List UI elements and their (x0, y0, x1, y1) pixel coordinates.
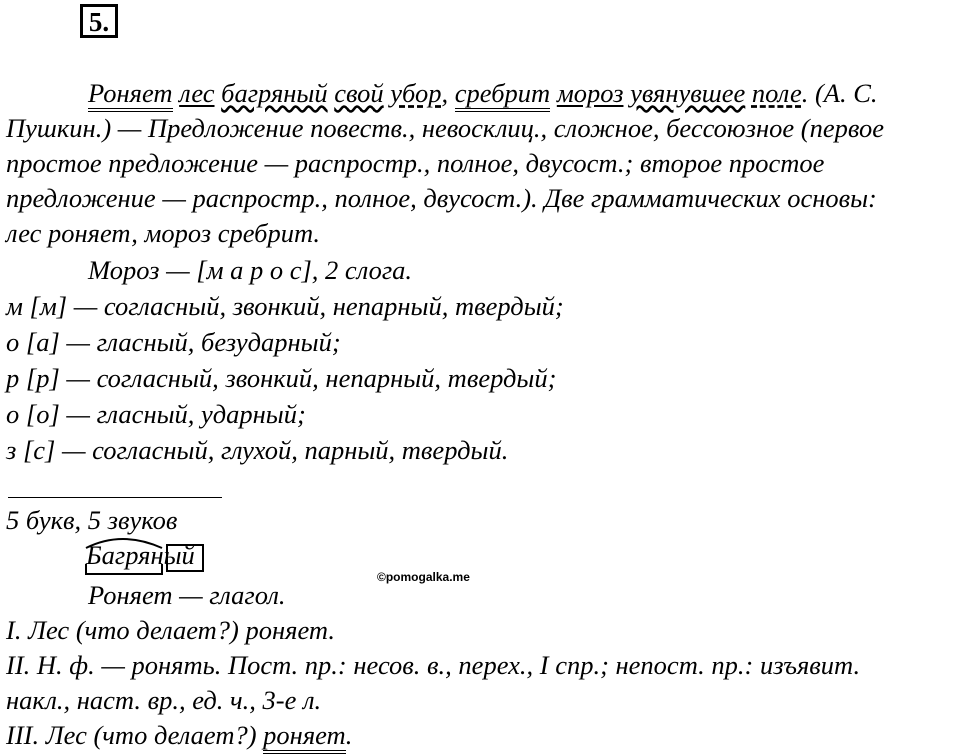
text-line: II. Н. ф. — ронять. Пост. пр.: несов. в., перех., I спр.; непост. пр.: изъявит. (6, 650, 861, 680)
phonetic-line: о [а] — гласный, безударный; (6, 327, 341, 357)
text-line: Роняет — глагол. (88, 580, 286, 610)
subject-word: лес (179, 78, 215, 108)
text-line: простое предложение — распростр., полное, двусост.; второе простое (6, 148, 825, 178)
text-line: лес роняет, мороз сребрит. (6, 218, 321, 248)
author-attribution: (А. С. (808, 78, 878, 108)
text-line: Пушкин.) — Предложение повеств., невосклиц., сложное, бессоюзное (первое (6, 113, 884, 143)
letter-count-line: 5 букв, 5 звуков (6, 505, 178, 535)
predicate-word: Роняет (88, 80, 173, 112)
predicate-word: сребрит (455, 80, 550, 112)
morpheme-analysis (84, 534, 193, 574)
text-line: I. Лес (что делает?) роняет. (6, 615, 335, 645)
sentence-line (88, 76, 878, 112)
text-line (6, 718, 352, 754)
text-line: накл., наст. вр., ед. ч., 3-е л. (6, 685, 322, 715)
attribute-word: увянувшее (630, 78, 746, 108)
object-word: поле (751, 78, 802, 108)
text-fragment: III. Лес (что делает?) (6, 720, 264, 750)
phonetic-line: з [с] — согласный, глухой, парный, твердый. (6, 435, 509, 465)
attribute-word: свой (334, 78, 384, 108)
divider-line (8, 497, 222, 498)
watermark: ©pomogalka.me (377, 570, 470, 584)
phonetic-line: м [м] — согласный, звонкий, непарный, твердый; (6, 291, 564, 321)
morph-word: Багряный (86, 540, 195, 570)
period: . (801, 78, 809, 108)
exercise-number: 5. (80, 4, 118, 38)
attribute-word: багряный (221, 78, 328, 108)
object-word: убор (390, 78, 442, 108)
phonetic-line: р [р] — согласный, звонкий, непарный, твердый; (6, 363, 557, 393)
subject-word: мороз (556, 78, 624, 108)
period: . (345, 720, 353, 750)
phonetic-line: о [о] — гласный, ударный; (6, 399, 306, 429)
phonetic-heading: Мороз — [м а р о с], 2 слога. (88, 255, 413, 285)
text-line: предложение — распростр., полное, двусост.). Две грамматических основы: (6, 183, 877, 213)
comma: , (441, 78, 449, 108)
predicate-word: роняет (263, 722, 346, 754)
